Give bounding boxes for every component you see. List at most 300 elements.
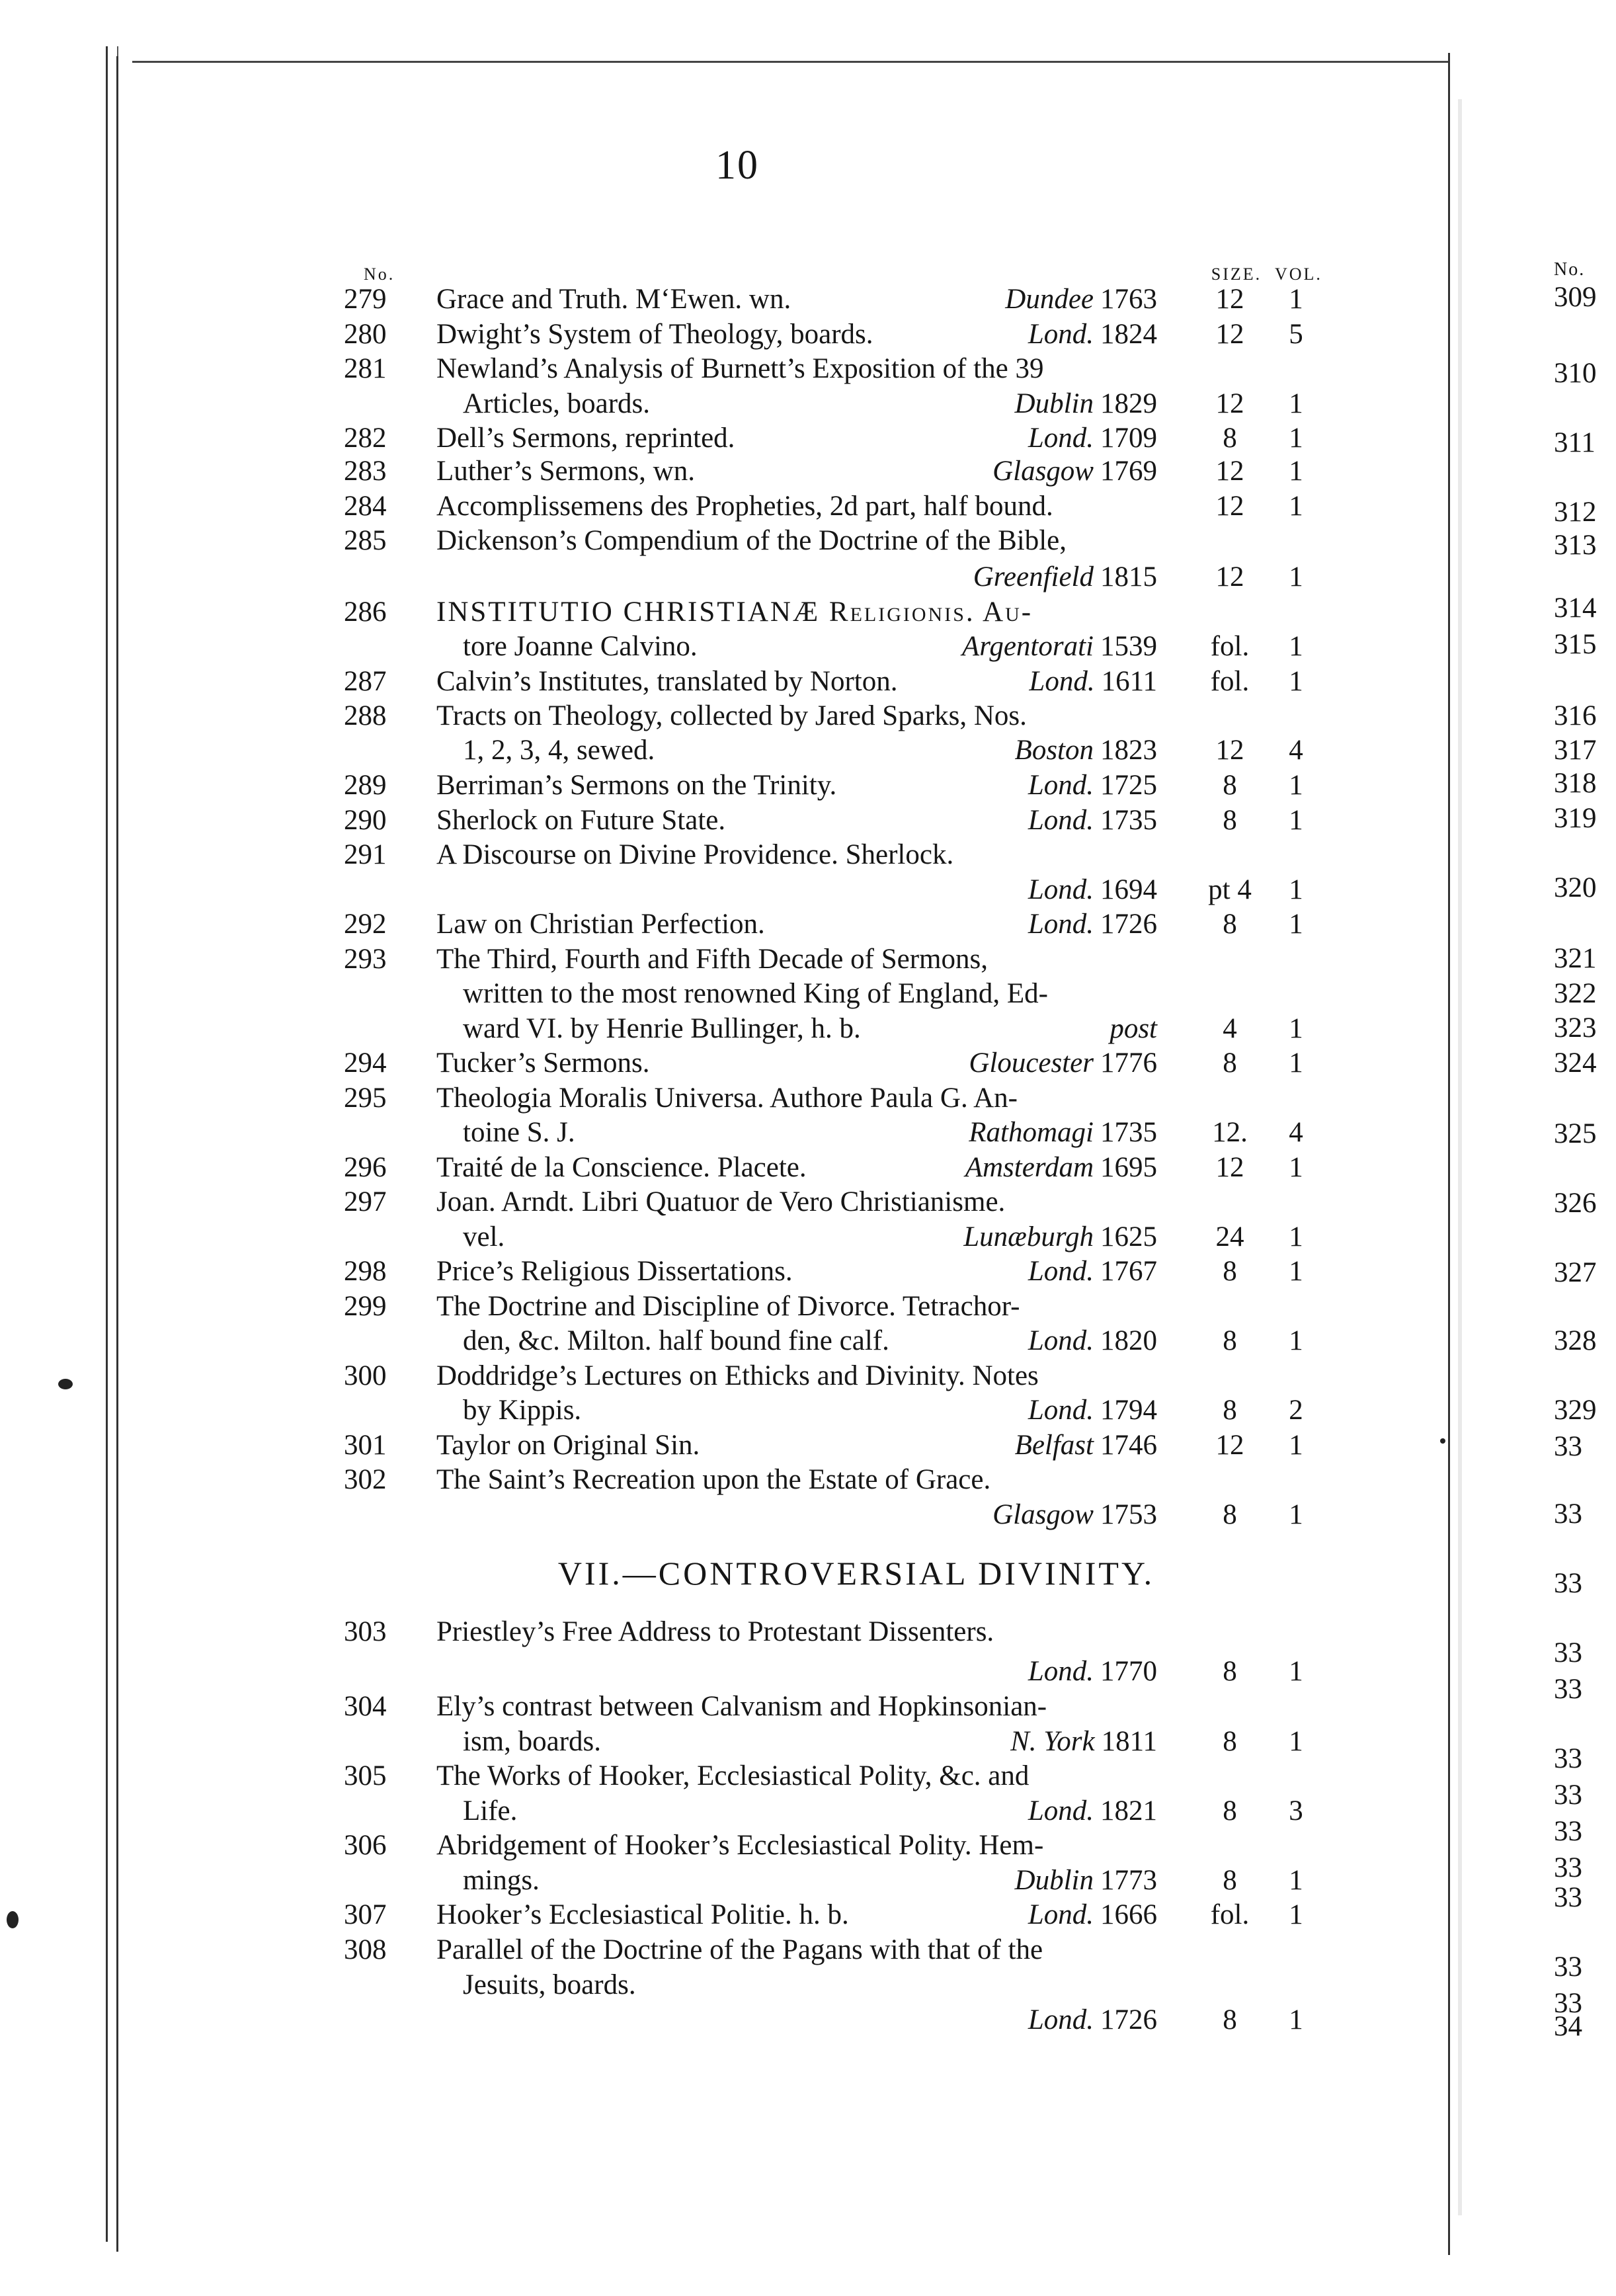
entry-year: 1746 <box>1100 1430 1157 1461</box>
entry-volumes: 1 <box>1289 1047 1303 1079</box>
entry-place: Lond. <box>1028 319 1094 350</box>
facing-entry-number: 33 <box>1554 1816 1582 1847</box>
entry-year: 1815 <box>1100 561 1157 593</box>
entry-number: 290 <box>344 805 387 836</box>
entry-number: 295 <box>344 1083 387 1114</box>
entry-title: Theologia Moralis Universa. Authore Paula G. An- <box>436 1083 1018 1114</box>
entry-place: Glasgow <box>992 1499 1094 1530</box>
entry-volumes: 1 <box>1289 284 1303 315</box>
catalogue-line <box>0 350 1375 388</box>
entry-place: Glasgow <box>992 456 1094 487</box>
entry-title: Jesuits, boards. <box>463 1969 636 2000</box>
entry-place: Dundee <box>1005 284 1094 315</box>
entry-title: tore Joanne Calvino. <box>463 631 698 662</box>
entry-imprint <box>1028 420 1157 457</box>
entry-size: 12. <box>1212 1117 1248 1148</box>
entry-volumes: 1 <box>1289 805 1303 836</box>
entry-title: Price’s Religious Dissertations. <box>436 1256 793 1287</box>
entry-number: 285 <box>344 525 387 556</box>
entry-imprint <box>1028 2002 1157 2039</box>
catalogue-line <box>0 1184 1375 1221</box>
entry-imprint <box>1015 386 1157 423</box>
facing-entry-number: 323 <box>1554 1012 1597 1044</box>
entry-title: Calvin’s Institutes, translated by Norton. <box>436 666 898 697</box>
entry-number: 307 <box>344 1899 387 1930</box>
entry-place: Lond. <box>1028 2004 1094 2035</box>
entry-title: A Discourse on Divine Providence. Sherlock. <box>436 839 954 870</box>
column-header-size: SIZE. <box>1211 265 1262 284</box>
entry-number: 279 <box>344 284 387 315</box>
entry-size: fol. <box>1210 1899 1250 1930</box>
catalogue-line <box>0 1496 1375 1534</box>
entry-imprint <box>1028 802 1157 839</box>
entry-volumes: 1 <box>1289 1152 1303 1183</box>
entry-volumes: 4 <box>1289 1117 1303 1148</box>
entry-year: 1824 <box>1100 319 1157 350</box>
entry-number: 280 <box>344 319 387 350</box>
entry-volumes: 1 <box>1289 423 1303 454</box>
catalogue-line <box>0 1288 1375 1325</box>
entry-volumes: 1 <box>1289 666 1303 697</box>
entry-place: Lunæburgh <box>963 1221 1094 1252</box>
entry-imprint <box>992 1496 1157 1534</box>
entry-number: 306 <box>344 1830 387 1861</box>
entry-year: 1767 <box>1100 1256 1157 1287</box>
entry-title: Law on Christian Perfection. <box>436 909 765 940</box>
catalogue-line <box>0 522 1375 559</box>
entry-place: Lond. <box>1028 1256 1094 1287</box>
entry-year: 1726 <box>1100 2004 1157 2035</box>
entry-title: The Doctrine and Discipline of Divorce. Tetrachor- <box>436 1291 1020 1322</box>
facing-entry-number: 328 <box>1554 1325 1597 1356</box>
entry-number: 293 <box>344 944 387 975</box>
facing-entry-number: 318 <box>1554 768 1597 799</box>
catalogue-line <box>0 1045 1375 1082</box>
entry-imprint <box>1028 767 1157 804</box>
entry-size: 8 <box>1223 770 1237 801</box>
entry-title: Luther’s Sermons, wn. <box>436 456 695 487</box>
entry-imprint <box>1028 1253 1157 1290</box>
entry-number: 287 <box>344 666 387 697</box>
catalogue-line <box>0 1932 1375 1969</box>
entry-title: Newland’s Analysis of Burnett’s Exposition of the 39 <box>436 353 1044 384</box>
entry-size: 8 <box>1223 1795 1237 1826</box>
entry-size: 4 <box>1223 1013 1237 1044</box>
entry-number: 291 <box>344 839 387 870</box>
entry-year: 1770 <box>1100 1656 1157 1687</box>
entry-number: 297 <box>344 1186 387 1217</box>
entry-year: 1735 <box>1100 805 1157 836</box>
catalogue-line <box>0 1723 1375 1760</box>
entry-imprint <box>1028 906 1157 943</box>
entry-title: Doddridge’s Lectures on Ethicks and Divinity. Notes <box>436 1360 1039 1391</box>
catalogue-line <box>0 628 1375 665</box>
entry-number: 283 <box>344 456 387 487</box>
entry-volumes: 1 <box>1289 456 1303 487</box>
catalogue-line <box>0 1688 1375 1725</box>
catalogue-line <box>0 1827 1375 1864</box>
entry-volumes: 1 <box>1289 1499 1303 1530</box>
entry-number: 286 <box>344 596 387 628</box>
catalogue-line <box>0 1358 1375 1395</box>
facing-entry-number: 312 <box>1554 497 1597 528</box>
entry-place: Lond. <box>1028 909 1094 940</box>
entry-volumes: 1 <box>1289 1013 1303 1044</box>
facing-entry-number: 33 <box>1554 1674 1582 1705</box>
entry-place: Boston <box>1014 735 1094 766</box>
catalogue-line <box>0 1080 1375 1117</box>
entry-size: 8 <box>1223 909 1237 940</box>
entry-place: Lond. <box>1029 666 1095 697</box>
entry-imprint <box>973 559 1157 596</box>
entry-size: fol. <box>1210 631 1250 662</box>
entry-volumes: 4 <box>1289 735 1303 766</box>
entry-imprint <box>969 1114 1157 1151</box>
entry-volumes: 1 <box>1289 1726 1303 1757</box>
entry-number: 308 <box>344 1934 387 1965</box>
entry-title: Tucker’s Sermons. <box>436 1047 650 1079</box>
entry-year: 1794 <box>1100 1395 1157 1426</box>
facing-entry-number: 33 <box>1554 1882 1582 1913</box>
catalogue-line <box>0 941 1375 978</box>
facing-entry-number: 33 <box>1554 1743 1582 1774</box>
facing-entry-number: 326 <box>1554 1188 1597 1219</box>
entry-year: 1725 <box>1100 770 1157 801</box>
entry-title: Accomplissemens des Propheties, 2d part, half bound. <box>436 491 1053 522</box>
entry-number: 284 <box>344 491 387 522</box>
entry-volumes: 1 <box>1289 874 1303 905</box>
catalogue-line <box>0 1149 1375 1186</box>
catalogue-line <box>0 1614 1375 1651</box>
entry-year: 1829 <box>1100 388 1157 419</box>
facing-entry-number: 325 <box>1554 1118 1597 1149</box>
entry-size: 8 <box>1223 423 1237 454</box>
entry-place: Argentorati <box>961 631 1094 662</box>
facing-entry-number: 315 <box>1554 629 1597 660</box>
entry-year: 1763 <box>1100 284 1157 315</box>
entry-place: N. York <box>1010 1726 1095 1757</box>
entry-number: 296 <box>344 1152 387 1183</box>
entry-imprint <box>1028 1653 1157 1690</box>
entry-volumes: 1 <box>1289 1256 1303 1287</box>
facing-entry-number: 314 <box>1554 593 1597 624</box>
entry-place: Lond. <box>1028 423 1094 454</box>
entry-year: 1776 <box>1100 1047 1157 1079</box>
entry-imprint <box>1015 732 1157 769</box>
catalogue-line <box>0 906 1375 943</box>
entry-number: 298 <box>344 1256 387 1287</box>
entry-number: 292 <box>344 909 387 940</box>
catalogue-line <box>0 453 1375 490</box>
entry-title: Taylor on Original Sin. <box>436 1430 700 1461</box>
catalogue-line <box>0 1793 1375 1830</box>
entry-size: 8 <box>1223 1047 1237 1079</box>
entry-place: Dublin <box>1014 1865 1094 1896</box>
catalogue-line <box>0 1219 1375 1256</box>
catalogue-line <box>0 488 1375 525</box>
entry-title: written to the most renowned King of England, Ed- <box>463 978 1048 1009</box>
entry-place: Rathomagi <box>969 1117 1094 1148</box>
entry-number: 299 <box>344 1291 387 1322</box>
entry-imprint <box>962 628 1157 665</box>
entry-imprint <box>965 1149 1157 1186</box>
entry-title: den, &c. Milton. half bound fine calf. <box>463 1325 889 1356</box>
entry-number: 303 <box>344 1616 387 1647</box>
entry-size: 12 <box>1215 735 1244 766</box>
entry-place: Lond. <box>1028 1656 1094 1687</box>
entry-size: 8 <box>1223 805 1237 836</box>
entry-title: Joan. Arndt. Libri Quatuor de Vero Christianisme. <box>436 1186 1006 1217</box>
facing-entry-number: 313 <box>1554 530 1597 561</box>
entry-volumes: 1 <box>1289 631 1303 662</box>
facing-entry-number: 311 <box>1554 427 1596 458</box>
catalogue-line <box>0 663 1375 700</box>
entry-place: Lond. <box>1028 805 1094 836</box>
entry-year: 1709 <box>1100 423 1157 454</box>
entry-place: Gloucester <box>969 1047 1094 1079</box>
entry-imprint <box>1005 281 1157 318</box>
entry-title: toine S. J. <box>463 1117 575 1148</box>
facing-page-fragment <box>1554 0 1616 2296</box>
entry-size: 8 <box>1223 1656 1237 1687</box>
entry-year: 1753 <box>1100 1499 1157 1530</box>
scan-speck <box>58 1379 73 1389</box>
entry-year: 1694 <box>1100 874 1157 905</box>
scan-speck <box>7 1911 19 1928</box>
entry-year: 1666 <box>1100 1899 1157 1930</box>
entry-title: ism, boards. <box>463 1726 602 1757</box>
catalogue-line <box>0 386 1375 423</box>
entry-title: The Works of Hooker, Ecclesiastical Polity, &c. and <box>436 1760 1030 1791</box>
entry-year: 1611 <box>1101 666 1157 697</box>
entry-year: 1823 <box>1100 735 1157 766</box>
entry-imprint <box>1028 316 1157 353</box>
entry-place: Dublin <box>1014 388 1094 419</box>
entry-title: The Saint’s Recreation upon the Estate of Grace. <box>436 1464 991 1495</box>
facing-entry-number: 309 <box>1554 282 1597 313</box>
catalogue-line <box>0 975 1375 1012</box>
column-header-no: No. <box>364 265 395 284</box>
facing-entry-number: 316 <box>1554 700 1597 731</box>
entry-title: Dickenson’s Compendium of the Doctrine of the Bible, <box>436 525 1067 556</box>
entry-title: 1, 2, 3, 4, sewed. <box>463 735 655 766</box>
entry-size: 8 <box>1223 1726 1237 1757</box>
entry-size: 24 <box>1215 1221 1244 1252</box>
entry-year: 1625 <box>1100 1221 1157 1252</box>
catalogue-line <box>0 1253 1375 1290</box>
catalogue-line <box>0 1862 1375 1899</box>
entry-year: 1773 <box>1100 1865 1157 1896</box>
facing-entry-number: 33 <box>1554 1988 1582 2019</box>
catalogue-line <box>0 802 1375 839</box>
entry-title: Berriman’s Sermons on the Trinity. <box>436 770 837 801</box>
entry-volumes: 3 <box>1289 1795 1303 1826</box>
facing-entry-number: 33 <box>1554 1431 1582 1462</box>
entry-title: Tracts on Theology, collected by Jared Sparks, Nos. <box>436 700 1027 731</box>
entry-size: 12 <box>1215 388 1244 419</box>
catalogue-line <box>0 2002 1375 2039</box>
entry-imprint <box>1110 1010 1157 1047</box>
page-fold-edge <box>1448 53 1450 2255</box>
entry-imprint <box>1015 1862 1157 1899</box>
facing-entry-number: 33 <box>1554 1951 1582 1983</box>
entry-place: Lond. <box>1028 1899 1094 1930</box>
entry-volumes: 5 <box>1289 319 1303 350</box>
catalogue-line <box>0 1897 1375 1934</box>
entry-year: 1820 <box>1100 1325 1157 1356</box>
entry-number: 282 <box>344 423 387 454</box>
facing-entry-number: 33 <box>1554 1780 1582 1811</box>
catalogue-line <box>0 1010 1375 1047</box>
entry-title: Life. <box>463 1795 518 1826</box>
entry-number: 288 <box>344 700 387 731</box>
entry-size: 12 <box>1215 1430 1244 1461</box>
entry-size: 12 <box>1215 491 1244 522</box>
entry-title: The Third, Fourth and Fifth Decade of Sermons, <box>436 944 988 975</box>
entry-title: Articles, boards. <box>463 388 651 419</box>
entry-volumes: 1 <box>1289 1899 1303 1930</box>
page-gutter <box>1458 99 1462 2215</box>
catalogue-line <box>0 559 1375 596</box>
entry-imprint <box>1028 1793 1157 1830</box>
catalogue-line <box>0 420 1375 457</box>
page-number: 10 <box>715 143 759 188</box>
entry-title: Priestley’s Free Address to Protestant Dissenters. <box>436 1616 994 1647</box>
entry-volumes: 1 <box>1289 770 1303 801</box>
entry-size: 12 <box>1215 284 1244 315</box>
catalogue-line <box>0 316 1375 353</box>
entry-imprint <box>1028 872 1157 909</box>
entry-size: 8 <box>1223 1865 1237 1896</box>
entry-place: Lond. <box>1028 1395 1094 1426</box>
catalogue-line <box>0 1114 1375 1151</box>
entry-place: Lond. <box>1028 770 1094 801</box>
entry-year: 1769 <box>1100 456 1157 487</box>
entry-size: 8 <box>1223 1499 1237 1530</box>
entry-title: Dell’s Sermons, reprinted. <box>436 423 735 454</box>
catalogue-line <box>0 281 1375 318</box>
entry-volumes: 1 <box>1289 1865 1303 1896</box>
entry-place: Lond. <box>1028 1795 1094 1826</box>
entry-title: Parallel of the Doctrine of the Pagans with that of the <box>436 1934 1043 1965</box>
entry-volumes: 1 <box>1289 909 1303 940</box>
facing-entry-number: 320 <box>1554 872 1597 903</box>
entry-title: Dwight’s System of Theology, boards. <box>436 319 873 350</box>
facing-entry-number: 322 <box>1554 978 1597 1009</box>
facing-entry-number: 319 <box>1554 803 1597 834</box>
entry-size: 8 <box>1223 1395 1237 1426</box>
entry-volumes: 1 <box>1289 1656 1303 1687</box>
catalogue-line <box>0 732 1375 769</box>
entry-title: Grace and Truth. M‘Ewen. wn. <box>436 284 791 315</box>
entry-volumes: 1 <box>1289 1325 1303 1356</box>
entry-place: Lond. <box>1028 1325 1094 1356</box>
scan-speck <box>1440 1438 1445 1444</box>
entry-imprint <box>1010 1723 1157 1760</box>
entry-place: Belfast <box>1014 1430 1094 1461</box>
catalogue-line <box>0 767 1375 804</box>
entry-number: 301 <box>344 1430 387 1461</box>
facing-entry-number: 33 <box>1554 1852 1582 1883</box>
entry-imprint <box>969 1045 1157 1082</box>
entry-volumes: 1 <box>1289 1221 1303 1252</box>
catalogue-line <box>0 837 1375 874</box>
entry-year: 1811 <box>1101 1726 1157 1757</box>
entry-size: pt 4 <box>1208 874 1252 905</box>
entry-place: Amsterdam <box>965 1152 1094 1183</box>
entry-volumes: 1 <box>1289 1430 1303 1461</box>
entry-volumes: 2 <box>1289 1395 1303 1426</box>
facing-entry-number: 317 <box>1554 735 1597 766</box>
facing-entry-number: 329 <box>1554 1395 1597 1426</box>
facing-entry-number: 33 <box>1554 1498 1582 1530</box>
entry-imprint <box>1015 1427 1157 1464</box>
entry-year: 1695 <box>1100 1152 1157 1183</box>
entry-number: 281 <box>344 353 387 384</box>
entry-imprint <box>992 453 1157 490</box>
entry-number: 305 <box>344 1760 387 1791</box>
entry-volumes: 1 <box>1289 561 1303 593</box>
catalogue-line <box>0 1653 1375 1690</box>
entry-number: 302 <box>344 1464 387 1495</box>
entry-imprint <box>1029 663 1157 700</box>
entry-title: Ely’s contrast between Calvanism and Hopkinsonian- <box>436 1691 1047 1722</box>
entry-imprint <box>963 1219 1157 1256</box>
entry-year: 1539 <box>1100 631 1157 662</box>
entry-place: Lond. <box>1028 874 1094 905</box>
entry-title: by Kippis. <box>463 1395 582 1426</box>
column-header-vol: VOL. <box>1275 265 1322 284</box>
entry-title: Traité de la Conscience. Placete. <box>436 1152 807 1183</box>
entry-size: 8 <box>1223 2004 1237 2035</box>
catalogue-line <box>0 594 1375 631</box>
facing-entry-number: 310 <box>1554 358 1597 389</box>
entry-volumes: 1 <box>1289 388 1303 419</box>
entry-year: 1735 <box>1100 1117 1157 1148</box>
facing-entry-number: 34 <box>1554 2011 1582 2042</box>
entry-size: 12 <box>1215 456 1244 487</box>
entry-title: Sherlock on Future State. <box>436 805 726 836</box>
catalogue-line <box>0 1427 1375 1464</box>
entry-number: 289 <box>344 770 387 801</box>
entry-imprint <box>1028 1897 1157 1934</box>
entry-size: fol. <box>1210 666 1250 697</box>
catalogue-line <box>0 1461 1375 1498</box>
entry-title: Hooker’s Ecclesiastical Politie. h. b. <box>436 1899 849 1930</box>
catalogue-line <box>0 698 1375 735</box>
entry-year: 1821 <box>1100 1795 1157 1826</box>
section-heading: VII.—CONTROVERSIAL DIVINITY. <box>557 1555 1155 1592</box>
entry-place: Greenfield <box>973 561 1094 593</box>
entry-size: 8 <box>1223 1256 1237 1287</box>
entry-size: 12 <box>1215 319 1244 350</box>
entry-size: 12 <box>1215 561 1244 593</box>
facing-column-header-no: No. <box>1554 259 1586 280</box>
entry-title: Abridgement of Hooker’s Ecclesiastical Polity. Hem- <box>436 1830 1044 1861</box>
entry-number: 300 <box>344 1360 387 1391</box>
entry-volumes: 1 <box>1289 2004 1303 2035</box>
entry-number: 304 <box>344 1691 387 1722</box>
entry-title: mings. <box>463 1865 540 1896</box>
facing-entry-number: 321 <box>1554 943 1597 974</box>
entry-size: 12 <box>1215 1152 1244 1183</box>
catalogue-line <box>0 1392 1375 1429</box>
entry-imprint <box>1028 1323 1157 1360</box>
entry-place: post <box>1110 1013 1157 1044</box>
catalogue-line <box>0 1323 1375 1360</box>
entry-title: INSTITUTIO CHRISTIANÆ Religionis. Au- <box>436 596 1033 628</box>
entry-number: 294 <box>344 1047 387 1079</box>
